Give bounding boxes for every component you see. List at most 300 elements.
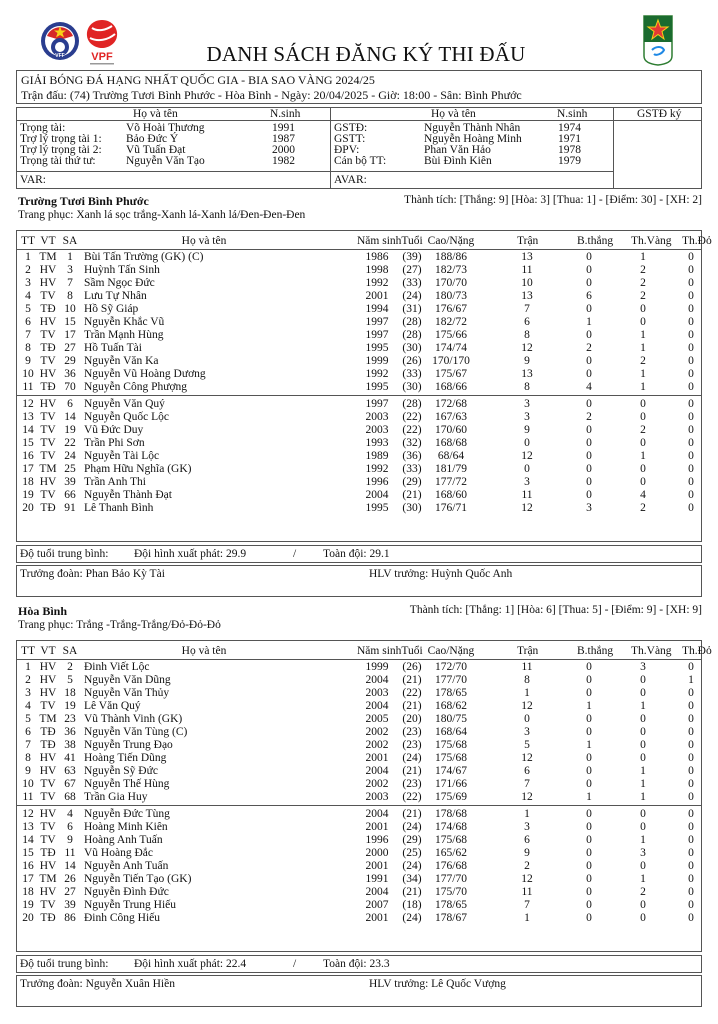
player-row [17, 726, 701, 739]
col-yellow-cards: 1 [640, 834, 646, 846]
player-row [17, 355, 701, 368]
official-name: Võ Hoài Thương [126, 122, 205, 134]
col-name: Đinh Công Hiếu [84, 912, 161, 924]
col-tt: 19 [22, 899, 34, 911]
col-birth-year: 2001 [365, 290, 389, 302]
col-red-cards: 0 [688, 329, 694, 341]
col-height-weight: 175/69 [435, 791, 467, 803]
col-age: (29) [402, 476, 422, 488]
player-row [17, 450, 701, 463]
col-vt: TĐ [40, 381, 56, 393]
header-col-red-cards: Th.Đỏ [682, 645, 712, 657]
col-red-cards: 0 [688, 502, 694, 514]
col-name: Phạm Hữu Nghĩa (GK) [84, 463, 192, 475]
col-vt: TV [40, 821, 56, 833]
col-age: (34) [402, 873, 422, 885]
col-vt: TĐ [40, 847, 56, 859]
col-birth-year: 2005 [365, 713, 389, 725]
col-yellow-cards: 1 [640, 329, 646, 341]
average-age-separator: / [293, 548, 297, 560]
col-sa: 6 [67, 398, 73, 410]
col-yellow-cards: 2 [640, 886, 646, 898]
official-role: GSTĐ: [334, 122, 368, 134]
player-row [17, 277, 701, 290]
col-height-weight: 167/63 [435, 411, 467, 423]
col-birth-year: 1995 [365, 381, 389, 393]
officials-header-birth-left: N.sinh [270, 108, 301, 120]
header-col-yellow-cards: Th.Vàng [631, 645, 672, 657]
col-matches: 2 [524, 860, 530, 872]
col-tt: 18 [22, 476, 34, 488]
col-red-cards: 0 [688, 873, 694, 885]
col-matches: 3 [524, 726, 530, 738]
col-sa: 63 [64, 765, 76, 777]
col-age: (32) [402, 437, 422, 449]
player-row [17, 437, 701, 450]
col-birth-year: 1996 [365, 476, 389, 488]
col-tt: 5 [25, 713, 31, 725]
col-sa: 14 [64, 411, 76, 423]
col-yellow-cards: 0 [640, 912, 646, 924]
average-age-box [16, 545, 702, 563]
col-height-weight: 188/86 [435, 251, 467, 263]
col-red-cards: 0 [688, 808, 694, 820]
col-yellow-cards: 0 [640, 899, 646, 911]
var-label: VAR: [20, 174, 46, 186]
col-sa: 67 [64, 778, 76, 790]
col-vt: HV [39, 476, 57, 488]
col-name: Nguyễn Sỹ Đức [84, 765, 158, 777]
official-birth: 1982 [272, 155, 295, 167]
header-col-name: Họ và tên [181, 645, 227, 657]
col-red-cards: 0 [688, 277, 694, 289]
col-age: (24) [402, 290, 422, 302]
col-age: (21) [402, 886, 422, 898]
col-vt: TV [40, 899, 56, 911]
col-red-cards: 0 [688, 765, 694, 777]
player-row [17, 463, 701, 476]
col-sa: 26 [64, 873, 76, 885]
col-tt: 17 [22, 463, 34, 475]
col-name: Trần Gia Huy [84, 791, 148, 803]
player-table-header [17, 235, 712, 248]
col-red-cards: 0 [688, 489, 694, 501]
col-sa: 39 [64, 476, 76, 488]
col-sa: 91 [64, 502, 76, 514]
col-sa: 2 [67, 661, 73, 673]
col-goals: 0 [586, 476, 592, 488]
col-age: (25) [402, 847, 422, 859]
official-role: Cán bộ TT: [334, 155, 387, 167]
col-name: Hồ Tuấn Tài [84, 342, 142, 354]
col-name: Nguyễn Văn Tùng (C) [84, 726, 188, 738]
col-height-weight: 170/70 [435, 277, 467, 289]
col-matches: 8 [524, 381, 530, 393]
col-height-weight: 180/75 [435, 713, 467, 725]
col-name: Vũ Đức Duy [84, 424, 144, 436]
col-age: (24) [402, 752, 422, 764]
header-col-birth-year: Năm sinh [357, 645, 402, 657]
col-tt: 10 [22, 368, 34, 380]
header-col-tt: TT [21, 645, 36, 657]
average-age-squad: Toàn đội: 23.3 [323, 958, 390, 970]
col-age: (27) [402, 264, 422, 276]
col-age: (33) [402, 463, 422, 475]
col-name: Nguyễn Văn Ka [84, 355, 159, 367]
col-goals: 0 [586, 912, 592, 924]
col-sa: 27 [64, 342, 76, 354]
team-name: Trường Tươi Bình Phước [18, 194, 149, 208]
player-row [17, 752, 701, 765]
svg-text:VFF: VFF [55, 53, 65, 59]
col-yellow-cards: 2 [640, 264, 646, 276]
col-vt: HV [39, 752, 57, 764]
player-row [17, 264, 701, 277]
col-name: Sầm Ngọc Đức [84, 277, 155, 289]
col-name: Trần Phi Sơn [84, 437, 145, 449]
col-tt: 12 [22, 398, 34, 410]
col-birth-year: 2004 [365, 886, 389, 898]
col-tt: 15 [22, 847, 34, 859]
player-row [17, 687, 701, 700]
col-birth-year: 2003 [365, 424, 389, 436]
col-vt: HV [39, 674, 57, 686]
col-age: (28) [402, 329, 422, 341]
player-table-header [17, 645, 712, 658]
col-sa: 19 [64, 700, 76, 712]
col-sa: 3 [67, 264, 73, 276]
col-tt: 14 [22, 834, 34, 846]
col-matches: 6 [524, 834, 530, 846]
col-height-weight: 168/60 [435, 489, 467, 501]
col-red-cards: 0 [688, 476, 694, 488]
col-birth-year: 2001 [365, 860, 389, 872]
col-red-cards: 0 [688, 739, 694, 751]
col-tt: 13 [22, 821, 34, 833]
col-age: (18) [402, 899, 422, 911]
team-record: Thành tích: [Thắng: 1] [Hòa: 6] [Thua: 5] - [Điểm: 9] - [XH: 9] [409, 604, 702, 616]
col-goals: 0 [586, 899, 592, 911]
col-height-weight: 174/68 [435, 821, 467, 833]
col-red-cards: 1 [688, 674, 694, 686]
col-sa: 38 [64, 739, 76, 751]
col-yellow-cards: 0 [640, 411, 646, 423]
col-age: (23) [402, 778, 422, 790]
col-tt: 9 [25, 355, 31, 367]
col-tt: 20 [22, 912, 34, 924]
col-yellow-cards: 0 [640, 860, 646, 872]
col-tt: 18 [22, 886, 34, 898]
col-red-cards: 0 [688, 700, 694, 712]
col-red-cards: 0 [688, 713, 694, 725]
col-red-cards: 0 [688, 355, 694, 367]
col-height-weight: 182/73 [435, 264, 467, 276]
col-tt: 3 [25, 277, 31, 289]
col-age: (30) [402, 381, 422, 393]
col-matches: 9 [524, 424, 530, 436]
col-height-weight: 168/66 [435, 381, 467, 393]
col-vt: TĐ [40, 303, 56, 315]
col-birth-year: 2001 [365, 752, 389, 764]
match-details: Trận đấu: (74) Trường Tươi Bình Phước - Hòa Bình - Ngày: 20/04/2025 - Giờ: 18:00 - Sân: Bình Phước [21, 87, 522, 102]
col-goals: 0 [586, 821, 592, 833]
col-vt: HV [39, 316, 57, 328]
col-height-weight: 168/64 [435, 726, 467, 738]
col-name: Vũ Thành Vinh (GK) [84, 713, 183, 725]
col-name: Vũ Hoàng Đắc [84, 847, 153, 859]
col-vt: TV [40, 290, 56, 302]
col-birth-year: 2004 [365, 489, 389, 501]
player-row [17, 398, 701, 411]
col-tt: 3 [25, 687, 31, 699]
col-height-weight: 178/67 [435, 912, 467, 924]
col-birth-year: 1992 [365, 463, 389, 475]
player-row [17, 739, 701, 752]
team-staff-box [16, 565, 702, 597]
header-col-vt: VT [40, 235, 56, 247]
col-tt: 1 [25, 661, 31, 673]
col-yellow-cards: 0 [640, 739, 646, 751]
player-row [17, 424, 701, 437]
col-red-cards: 0 [688, 398, 694, 410]
official-name: Nguyễn Hoàng Minh [424, 133, 522, 145]
col-name: Huỳnh Tấn Sinh [84, 264, 160, 276]
col-age: (33) [402, 368, 422, 380]
col-tt: 13 [22, 411, 34, 423]
col-height-weight: 181/79 [435, 463, 467, 475]
col-age: (26) [402, 661, 422, 673]
col-red-cards: 0 [688, 342, 694, 354]
col-red-cards: 0 [688, 303, 694, 315]
col-sa: 15 [64, 316, 76, 328]
player-row [17, 661, 701, 674]
col-red-cards: 0 [688, 899, 694, 911]
player-row [17, 860, 701, 873]
official-name: Bảo Đức Ý [126, 133, 179, 145]
col-yellow-cards: 0 [640, 398, 646, 410]
col-matches: 12 [521, 791, 533, 803]
col-tt: 17 [22, 873, 34, 885]
col-tt: 11 [22, 791, 34, 803]
col-red-cards: 0 [688, 316, 694, 328]
col-age: (22) [402, 687, 422, 699]
average-age-label: Độ tuổi trung bình: [20, 548, 109, 560]
col-tt: 5 [25, 303, 31, 315]
col-birth-year: 1986 [365, 251, 389, 263]
col-vt: TM [39, 251, 57, 263]
col-sa: 14 [64, 860, 76, 872]
col-tt: 10 [22, 778, 34, 790]
col-height-weight: 168/68 [435, 437, 467, 449]
col-tt: 16 [22, 450, 34, 462]
col-red-cards: 0 [688, 860, 694, 872]
col-height-weight: 68/64 [437, 450, 465, 462]
player-row [17, 886, 701, 899]
col-red-cards: 0 [688, 834, 694, 846]
col-vt: TĐ [40, 342, 56, 354]
col-yellow-cards: 1 [640, 700, 646, 712]
col-sa: 66 [64, 489, 76, 501]
col-tt: 15 [22, 437, 34, 449]
team-name: Hòa Bình [18, 604, 68, 618]
average-age-separator: / [293, 958, 297, 970]
col-birth-year: 2001 [365, 912, 389, 924]
official-name: Bùi Đình Kiên [424, 155, 492, 167]
col-matches: 6 [524, 765, 530, 777]
col-birth-year: 1998 [365, 264, 389, 276]
header-col-matches: Trận [517, 235, 539, 247]
col-red-cards: 0 [688, 264, 694, 276]
col-age: (21) [402, 674, 422, 686]
col-matches: 3 [524, 411, 530, 423]
col-height-weight: 178/65 [435, 899, 467, 911]
player-row [17, 847, 701, 860]
header-col-height-weight: Cao/Nặng [427, 645, 475, 657]
team-staff-box [16, 975, 702, 1007]
col-sa: 24 [64, 450, 76, 462]
col-goals: 2 [586, 342, 592, 354]
col-birth-year: 1989 [365, 450, 389, 462]
col-red-cards: 0 [688, 251, 694, 263]
col-goals: 0 [586, 463, 592, 475]
col-matches: 3 [524, 821, 530, 833]
official-birth: 1987 [272, 133, 295, 145]
col-name: Nguyễn Thế Hùng [84, 778, 170, 790]
col-birth-year: 1997 [365, 329, 389, 341]
col-height-weight: 175/67 [435, 368, 467, 380]
col-sa: 9 [67, 834, 73, 846]
col-sa: 41 [64, 752, 76, 764]
average-age-squad: Toàn đội: 29.1 [323, 548, 390, 560]
col-tt: 7 [25, 329, 31, 341]
col-yellow-cards: 1 [640, 450, 646, 462]
col-sa: 27 [64, 886, 76, 898]
col-name: Hồ Sỹ Giáp [84, 303, 139, 315]
average-age-starting: Đội hình xuất phát: 22.4 [134, 958, 247, 970]
official-name: Phan Văn Hảo [424, 144, 491, 156]
col-goals: 1 [586, 316, 592, 328]
col-goals: 0 [586, 424, 592, 436]
col-vt: TM [39, 873, 57, 885]
col-name: Trần Mạnh Hùng [84, 329, 164, 341]
col-yellow-cards: 3 [640, 661, 646, 673]
col-red-cards: 0 [688, 912, 694, 924]
average-age-box [16, 955, 702, 973]
col-tt: 4 [25, 700, 31, 712]
col-sa: 86 [64, 912, 76, 924]
col-yellow-cards: 0 [640, 713, 646, 725]
col-goals: 0 [586, 368, 592, 380]
col-vt: HV [39, 860, 57, 872]
col-goals: 0 [586, 355, 592, 367]
col-name: Hoàng Minh Kiên [84, 821, 168, 833]
col-yellow-cards: 2 [640, 277, 646, 289]
col-sa: 23 [64, 713, 76, 725]
col-vt: TM [39, 713, 57, 725]
col-red-cards: 0 [688, 661, 694, 673]
col-name: Nguyễn Tài Lộc [84, 450, 160, 462]
officials-header-name-left: Họ và tên [133, 108, 178, 120]
official-birth: 1979 [558, 155, 581, 167]
player-table [16, 230, 712, 542]
player-row [17, 899, 701, 912]
col-name: Nguyễn Công Phượng [84, 381, 188, 393]
player-row [17, 765, 701, 778]
col-birth-year: 1992 [365, 368, 389, 380]
col-name: Lê Thanh Bình [84, 502, 154, 514]
col-matches: 7 [524, 778, 530, 790]
page-title: DANH SÁCH ĐĂNG KÝ THI ĐẤU [206, 42, 526, 66]
official-role: Trợ lý trọng tài 1: [20, 133, 102, 145]
col-tt: 2 [25, 674, 31, 686]
col-tt: 6 [25, 316, 31, 328]
col-goals: 0 [586, 329, 592, 341]
col-birth-year: 2004 [365, 674, 389, 686]
col-yellow-cards: 1 [640, 778, 646, 790]
col-name: Nguyễn Văn Quý [84, 398, 165, 410]
col-vt: TV [40, 437, 56, 449]
col-matches: 11 [521, 489, 533, 501]
col-yellow-cards: 0 [640, 808, 646, 820]
col-yellow-cards: 1 [640, 342, 646, 354]
col-height-weight: 172/68 [435, 398, 467, 410]
col-vt: HV [39, 368, 57, 380]
col-sa: 17 [64, 329, 76, 341]
col-vt: TV [40, 834, 56, 846]
col-red-cards: 0 [688, 886, 694, 898]
official-role: GSTT: [334, 133, 366, 145]
header-col-sa: SA [62, 235, 78, 247]
col-tt: 12 [22, 808, 34, 820]
header-col-age: Tuổi [401, 645, 423, 657]
col-matches: 7 [524, 899, 530, 911]
col-yellow-cards: 0 [640, 821, 646, 833]
col-matches: 12 [521, 502, 533, 514]
official-role: Trợ lý trọng tài 2: [20, 144, 102, 156]
col-red-cards: 0 [688, 726, 694, 738]
col-birth-year: 2002 [365, 739, 389, 751]
col-age: (39) [402, 251, 422, 263]
official-name: Nguyễn Văn Tạo [126, 155, 205, 167]
col-vt: TV [40, 411, 56, 423]
col-sa: 8 [67, 290, 73, 302]
header-col-vt: VT [40, 645, 56, 657]
col-tt: 8 [25, 342, 31, 354]
header-col-tt: TT [21, 235, 36, 247]
col-red-cards: 0 [688, 437, 694, 449]
col-name: Lưu Tự Nhân [84, 290, 147, 302]
col-goals: 0 [586, 860, 592, 872]
col-birth-year: 1994 [365, 303, 389, 315]
col-matches: 13 [521, 251, 533, 263]
col-yellow-cards: 2 [640, 502, 646, 514]
average-age-label: Độ tuổi trung bình: [20, 958, 109, 970]
official-name: Vũ Tuấn Đạt [126, 144, 186, 156]
col-matches: 12 [521, 700, 533, 712]
col-yellow-cards: 4 [640, 489, 646, 501]
col-age: (22) [402, 791, 422, 803]
col-red-cards: 0 [688, 411, 694, 423]
col-goals: 0 [586, 661, 592, 673]
col-red-cards: 0 [688, 450, 694, 462]
player-row [17, 912, 701, 925]
col-tt: 4 [25, 290, 31, 302]
col-vt: HV [39, 765, 57, 777]
team-kit: Trang phục: Xanh lá sọc trắng-Xanh lá-Xanh lá/Đen-Đen-Đen [18, 209, 306, 221]
col-goals: 0 [586, 450, 592, 462]
player-row [17, 834, 701, 847]
col-birth-year: 1999 [365, 355, 389, 367]
